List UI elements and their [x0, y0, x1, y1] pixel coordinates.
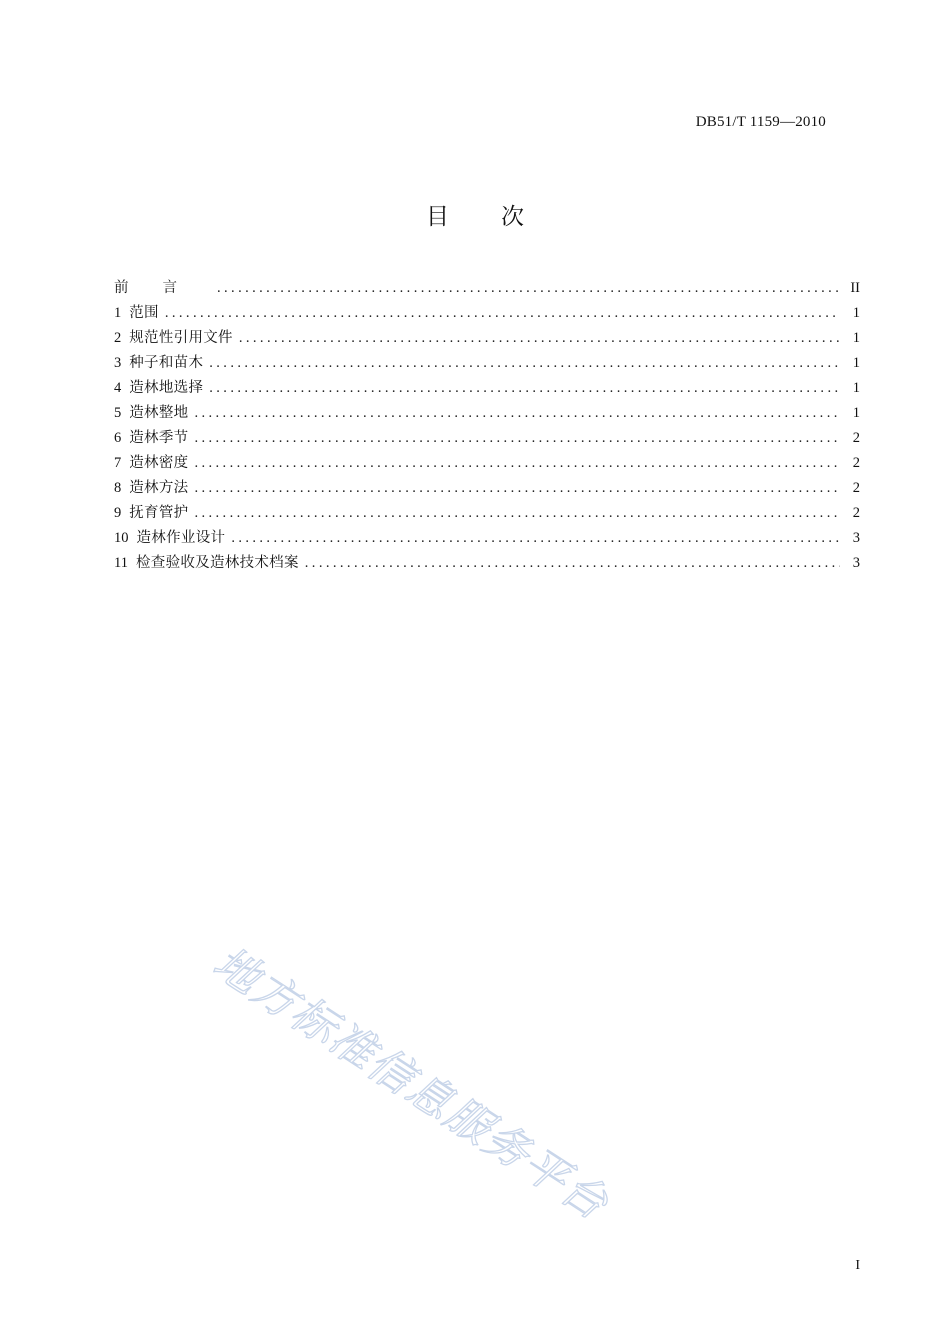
- toc-entry-2[interactable]: [114, 326, 860, 351]
- toc-leader-dots: [239, 326, 840, 351]
- toc-entry-5[interactable]: [114, 401, 860, 426]
- toc-entry-label: 造林整地: [129, 405, 189, 421]
- toc-list: [114, 276, 860, 576]
- toc-entry-page: 1: [852, 330, 860, 346]
- toc-leader-dots: [231, 526, 840, 551]
- toc-entry-4[interactable]: [114, 376, 860, 401]
- toc-entry-page: 1: [852, 380, 860, 396]
- toc-title-char-2: 次: [501, 204, 524, 230]
- toc-entry-label: 造林密度: [129, 455, 189, 471]
- toc-leader-dots: [194, 451, 840, 476]
- toc-entry-page: 2: [852, 430, 860, 446]
- toc-leader-dots: [194, 426, 840, 451]
- toc-entry-number: 9: [114, 505, 122, 521]
- toc-leader-dots: [209, 351, 840, 376]
- toc-entry-number: 2: [114, 330, 122, 346]
- toc-entry-number: 11: [114, 555, 128, 571]
- toc-title-char-1: 目: [426, 204, 449, 230]
- toc-entry-page: 2: [852, 455, 860, 471]
- document-id: DB51/T 1159—2010: [695, 114, 826, 130]
- toc-entry-11[interactable]: [114, 551, 860, 576]
- toc-leader-dots: [209, 376, 840, 401]
- toc-entry-label: 造林季节: [129, 430, 189, 446]
- toc-entry-10[interactable]: [114, 526, 860, 551]
- toc-entry-label: 抚育管护: [129, 505, 189, 521]
- toc-title: [0, 198, 950, 231]
- toc-entry-7[interactable]: [114, 451, 860, 476]
- watermark: 地方标准信息服务平台: [204, 937, 618, 1231]
- toc-leader-dots: [194, 401, 840, 426]
- toc-entry-number: 7: [114, 455, 122, 471]
- toc-entry-page: 2: [852, 505, 860, 521]
- toc-entry-page: 3: [852, 555, 860, 571]
- toc-entry-page: 1: [852, 405, 860, 421]
- toc-leader-dots: [165, 301, 840, 326]
- toc-entry-page: 1: [852, 305, 860, 321]
- toc-entry-number: 4: [114, 380, 122, 396]
- toc-entry-label: 造林方法: [129, 480, 189, 496]
- toc-entry-9[interactable]: [114, 501, 860, 526]
- toc-entry-label: 规范性引用文件: [129, 330, 233, 346]
- toc-entry-label: 造林地选择: [129, 380, 204, 396]
- toc-leader-dots: [305, 551, 840, 576]
- toc-entry-number: 6: [114, 430, 122, 446]
- toc-entry-page: II: [850, 280, 860, 296]
- toc-leader-dots: [217, 276, 840, 301]
- toc-entry-number: 8: [114, 480, 122, 496]
- toc-entry-1[interactable]: [114, 301, 860, 326]
- page-number: I: [855, 1258, 860, 1273]
- toc-entry-label: 检查验收及造林技术档案: [135, 555, 299, 571]
- toc-entry-3[interactable]: [114, 351, 860, 376]
- toc-entry-page: 3: [852, 530, 860, 546]
- toc-entry-page: 1: [852, 355, 860, 371]
- toc-entry-label: 范围: [129, 305, 159, 321]
- toc-entry-number: 3: [114, 355, 122, 371]
- toc-entry-page: 2: [852, 480, 860, 496]
- toc-leader-dots: [194, 501, 840, 526]
- toc-entry-number: 5: [114, 405, 122, 421]
- toc-entry-number: 10: [114, 530, 129, 546]
- toc-entry-foreword[interactable]: [114, 276, 860, 301]
- toc-entry-label: 前言: [114, 280, 211, 296]
- toc-entry-number: 1: [114, 305, 122, 321]
- toc-entry-8[interactable]: [114, 476, 860, 501]
- toc-entry-label: 种子和苗木: [129, 355, 204, 371]
- toc-leader-dots: [194, 476, 840, 501]
- toc-entry-6[interactable]: [114, 426, 860, 451]
- toc-entry-label: 造林作业设计: [136, 530, 226, 546]
